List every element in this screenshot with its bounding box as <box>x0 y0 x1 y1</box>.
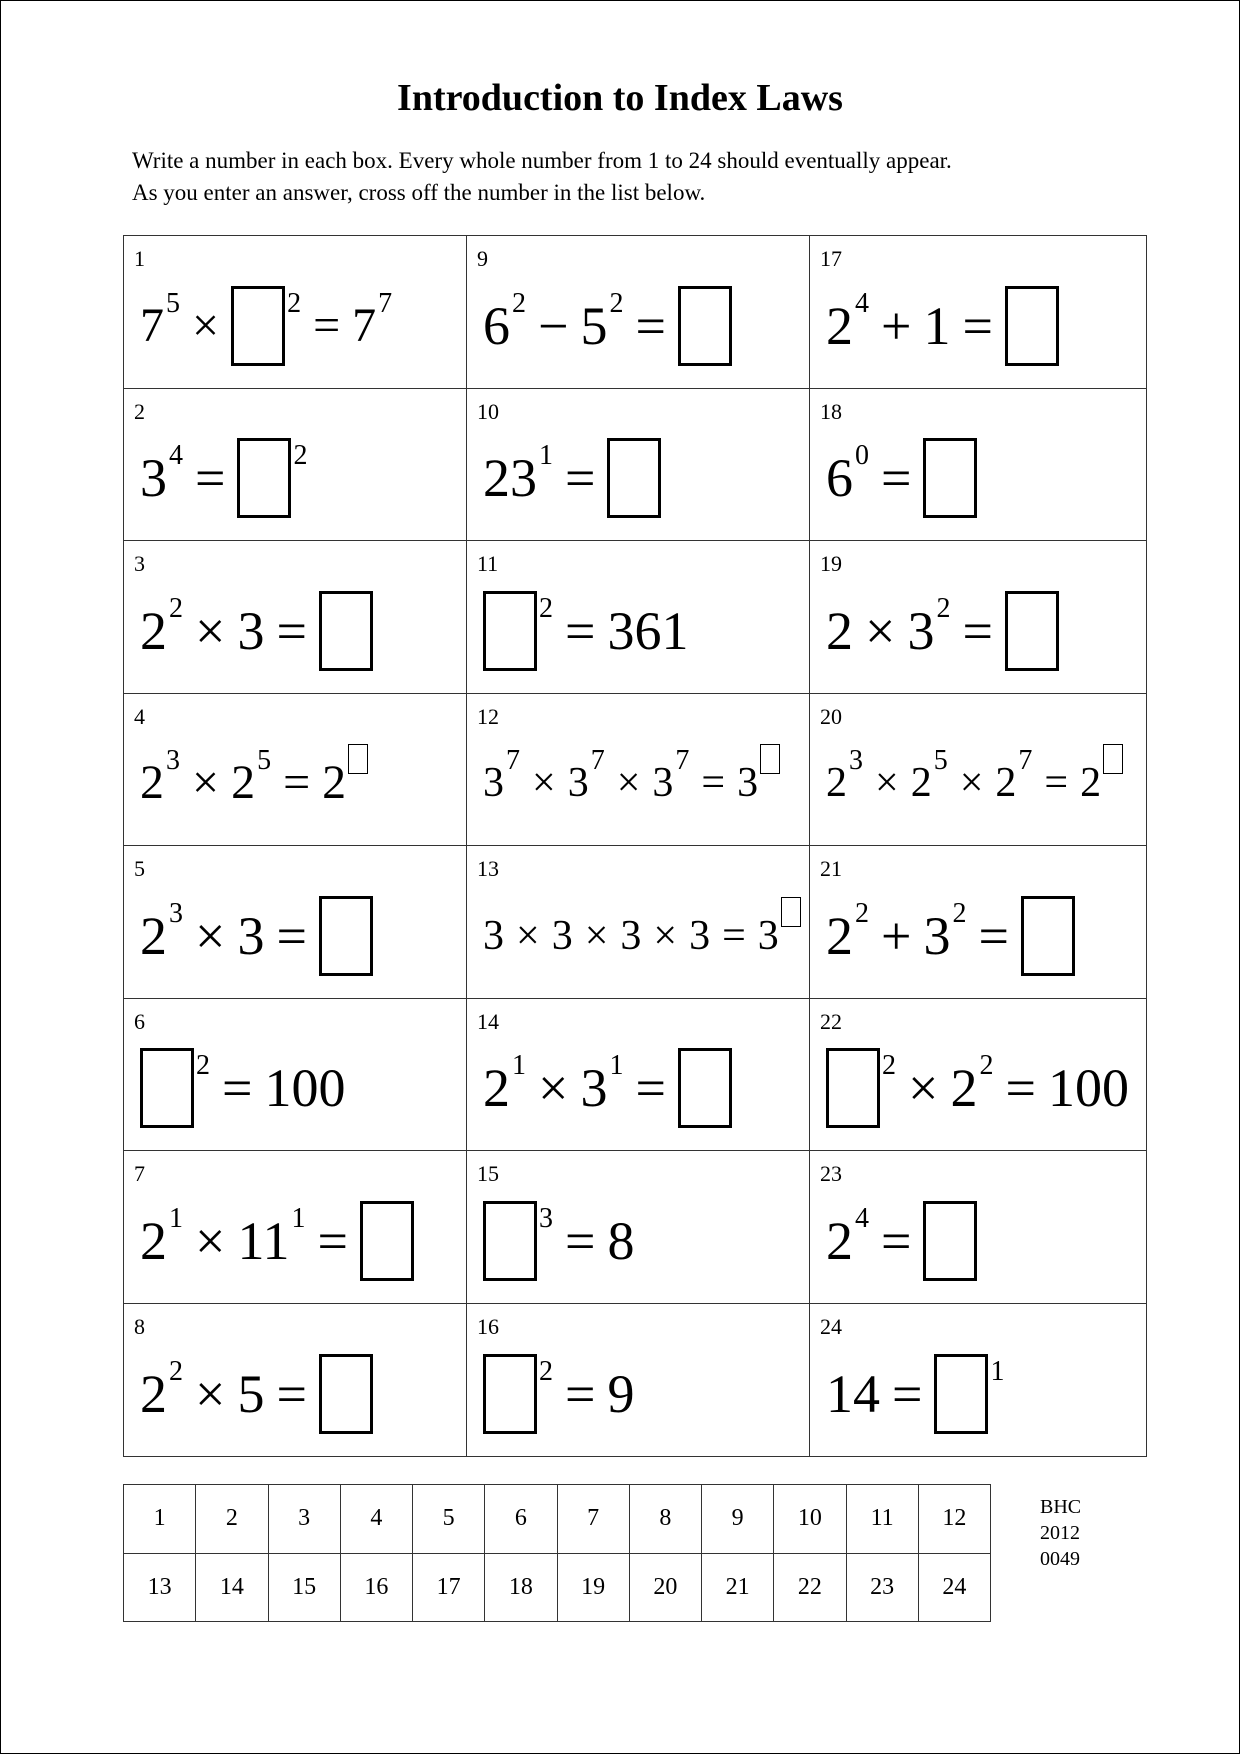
term: 3 <box>483 912 504 959</box>
exponent: 3 <box>539 1202 553 1234</box>
operator: × <box>865 600 896 661</box>
equation <box>140 579 460 683</box>
term: 3 <box>483 760 504 807</box>
answer-box[interactable] <box>140 1048 194 1128</box>
term: 2 <box>231 756 256 810</box>
term: 2 <box>140 600 167 661</box>
exponent: 0 <box>855 440 869 472</box>
term: 6 <box>826 448 853 509</box>
tracker-number[interactable]: 22 <box>774 1553 846 1622</box>
term: 361 <box>607 600 689 661</box>
instruction-line-2: As you enter an answer, cross off the number in the list below. <box>132 180 706 205</box>
equation <box>826 274 1140 378</box>
operator: = <box>276 1363 307 1424</box>
problem-grid <box>123 235 1147 1457</box>
exponent: 7 <box>675 745 690 777</box>
term: 100 <box>1047 1058 1129 1119</box>
operator: = <box>565 1210 596 1271</box>
operator: × <box>532 760 556 807</box>
term: 2 <box>826 760 847 807</box>
answer-box[interactable] <box>319 1354 373 1434</box>
problem-number: 1 <box>134 246 145 271</box>
equation <box>483 884 803 988</box>
problem-number: 19 <box>820 551 842 576</box>
problem-number: 5 <box>134 856 145 881</box>
term: 2 <box>910 760 932 807</box>
exponent-answer-box[interactable] <box>781 897 801 927</box>
operator: = <box>881 1210 912 1271</box>
operator: = <box>565 600 596 661</box>
answer-box[interactable] <box>319 591 373 671</box>
problem-number: 11 <box>477 551 499 576</box>
problem-cell <box>124 389 467 542</box>
term: 14 <box>826 1363 880 1424</box>
term: 3 <box>907 600 935 661</box>
term: 3 <box>737 760 759 807</box>
operator: = <box>635 1058 666 1119</box>
problem-number: 20 <box>820 703 842 729</box>
problem-number: 3 <box>134 551 145 576</box>
equation <box>483 1037 803 1141</box>
answer-box[interactable] <box>483 1201 537 1281</box>
problem-number: 10 <box>477 398 499 424</box>
problem-number: 2 <box>134 398 145 424</box>
exponent: 4 <box>169 440 183 472</box>
tracker-row <box>124 1553 991 1622</box>
problem-cell <box>124 694 467 847</box>
tracker-number[interactable]: 3 <box>268 1485 340 1554</box>
equation <box>826 732 1140 836</box>
term: 2 <box>140 905 167 966</box>
tracker-number[interactable]: 4 <box>340 1485 412 1554</box>
problem-cell <box>467 999 810 1152</box>
tracker-number[interactable]: 9 <box>702 1485 774 1554</box>
equation <box>140 274 460 378</box>
exponent: 3 <box>849 745 863 777</box>
answer-box[interactable] <box>934 1354 988 1434</box>
exponent: 5 <box>933 745 948 777</box>
term: 7 <box>140 298 164 352</box>
answer-box[interactable] <box>678 1048 732 1128</box>
operator: × <box>195 1210 226 1271</box>
problem-cell <box>467 1151 810 1304</box>
instruction-line-1: Write a number in each box. Every whole number from 1 to 24 should eventually appear. <box>132 148 952 173</box>
equation <box>483 1189 803 1293</box>
exponent: 1 <box>990 1355 1005 1387</box>
answer-box[interactable] <box>319 896 373 976</box>
exponent: 2 <box>539 1355 553 1387</box>
operator: = <box>317 1210 348 1271</box>
term: 2 <box>1080 760 1102 807</box>
term: 2 <box>995 760 1017 807</box>
operator: = <box>962 600 993 661</box>
problem-number: 8 <box>134 1313 145 1339</box>
equation <box>826 1037 1140 1141</box>
code-line-2: 2012 <box>1040 1522 1080 1544</box>
problem-cell <box>124 236 467 389</box>
equation <box>826 579 1140 683</box>
code-line-3: 0049 <box>1040 1548 1080 1570</box>
exponent: 2 <box>293 440 308 472</box>
equation <box>826 1342 1140 1447</box>
problem-cell <box>810 846 1146 999</box>
operator: × <box>616 760 641 807</box>
exponent: 7 <box>1018 745 1033 777</box>
equation <box>140 1037 460 1141</box>
problem-number: 24 <box>820 1313 842 1339</box>
tracker-number[interactable]: 23 <box>846 1553 918 1622</box>
answer-box[interactable] <box>1005 591 1059 671</box>
equation <box>826 427 1140 531</box>
problem-cell <box>810 1151 1146 1304</box>
operator: = <box>892 1363 923 1424</box>
term: 2 <box>826 1210 853 1271</box>
problem-cell <box>124 999 467 1152</box>
exponent: 7 <box>590 745 605 777</box>
term: 3 <box>237 600 265 661</box>
problem-number: 12 <box>477 703 499 729</box>
problem-cell <box>467 694 810 847</box>
exponent: 4 <box>855 287 869 319</box>
term: 3 <box>757 912 779 959</box>
problem-number: 21 <box>820 856 842 881</box>
exponent: 2 <box>169 592 183 624</box>
exponent: 2 <box>936 592 951 624</box>
number-tracker-table <box>123 1484 991 1622</box>
exponent: 2 <box>512 287 526 319</box>
answer-box[interactable] <box>483 591 537 671</box>
exponent: 2 <box>979 1050 994 1082</box>
tracker-number[interactable]: 17 <box>413 1553 485 1622</box>
term: 2 <box>140 1210 167 1271</box>
term: 3 <box>567 760 589 807</box>
operator: × <box>875 760 899 807</box>
equation <box>483 732 803 836</box>
operator: = <box>565 448 596 509</box>
equation <box>140 1189 460 1293</box>
tracker-number[interactable]: 24 <box>918 1553 990 1622</box>
problem-cell <box>467 236 810 389</box>
equation <box>483 274 803 378</box>
exponent-answer-box[interactable] <box>1103 744 1123 774</box>
problem-cell <box>124 1304 467 1457</box>
operator: × <box>516 912 540 959</box>
problem-number: 18 <box>820 398 842 424</box>
equation <box>140 427 460 531</box>
operator: × <box>195 905 226 966</box>
tracker-number[interactable]: 15 <box>268 1553 340 1622</box>
problem-number: 9 <box>477 246 488 271</box>
term: 7 <box>352 298 377 352</box>
tracker-number[interactable]: 13 <box>124 1553 196 1622</box>
equation <box>826 1189 1140 1293</box>
term: 3 <box>140 448 167 509</box>
operator: × <box>192 298 220 352</box>
exponent: 1 <box>291 1202 306 1234</box>
code-line-1: BHC <box>1040 1496 1082 1518</box>
operator: = <box>195 448 226 509</box>
answer-box[interactable] <box>231 286 285 366</box>
exponent: 1 <box>609 1050 624 1082</box>
operator: + <box>881 905 912 966</box>
problem-cell <box>810 1304 1146 1457</box>
answer-box[interactable] <box>1021 896 1075 976</box>
exponent: 3 <box>166 745 180 777</box>
operator: × <box>195 1363 226 1424</box>
exponent: 2 <box>882 1050 896 1082</box>
term: 2 <box>826 600 853 661</box>
problem-cell <box>810 541 1146 694</box>
tracker-number[interactable]: 20 <box>629 1553 701 1622</box>
operator: × <box>959 760 984 807</box>
term: 3 <box>580 1058 608 1119</box>
operator: = <box>1005 1058 1036 1119</box>
tracker-number[interactable]: 21 <box>702 1553 774 1622</box>
problem-cell <box>124 846 467 999</box>
exponent: 2 <box>609 287 624 319</box>
exponent: 1 <box>539 440 553 472</box>
tracker-number[interactable]: 19 <box>557 1553 629 1622</box>
operator: × <box>195 600 226 661</box>
term: 5 <box>580 295 608 356</box>
term: 2 <box>140 1363 167 1424</box>
operator: = <box>565 1363 596 1424</box>
tracker-number[interactable]: 14 <box>196 1553 268 1622</box>
problem-cell <box>810 694 1146 847</box>
exponent: 5 <box>257 745 272 777</box>
operator: = <box>222 1058 253 1119</box>
term: 3 <box>689 912 711 959</box>
equation <box>483 1342 803 1447</box>
problem-number: 13 <box>477 856 499 881</box>
equation <box>140 1342 460 1447</box>
tracker-number[interactable]: 11 <box>846 1485 918 1554</box>
exponent: 1 <box>512 1050 526 1082</box>
problem-number: 23 <box>820 1161 842 1186</box>
term: 3 <box>923 905 951 966</box>
term: 23 <box>483 448 537 509</box>
tracker-number[interactable]: 8 <box>629 1485 701 1554</box>
tracker-number[interactable]: 2 <box>196 1485 268 1554</box>
problem-cell <box>810 999 1146 1152</box>
exponent: 3 <box>169 897 183 929</box>
answer-box[interactable] <box>607 438 661 518</box>
operator: = <box>1044 760 1069 807</box>
term: 3 <box>620 912 642 959</box>
problem-number: 7 <box>134 1161 145 1186</box>
answer-box[interactable] <box>360 1201 414 1281</box>
problem-cell <box>124 541 467 694</box>
problem-number: 22 <box>820 1008 842 1034</box>
term: 3 <box>237 905 265 966</box>
operator: × <box>538 1058 569 1119</box>
equation <box>483 579 803 683</box>
problem-cell <box>467 389 810 542</box>
term: 3 <box>551 912 573 959</box>
operator: = <box>722 912 746 959</box>
problem-cell <box>467 541 810 694</box>
problem-cell <box>467 1304 810 1457</box>
operator: × <box>653 912 678 959</box>
tracker-row <box>124 1485 991 1554</box>
term: 6 <box>483 295 510 356</box>
term: 9 <box>607 1363 635 1424</box>
answer-box[interactable] <box>826 1048 880 1128</box>
problem-number: 14 <box>477 1008 499 1034</box>
problem-number: 15 <box>477 1161 499 1186</box>
operator: × <box>192 756 220 810</box>
operator: + <box>881 295 912 356</box>
exponent-answer-box[interactable] <box>348 744 368 774</box>
problem-number: 17 <box>820 246 842 271</box>
exponent: 2 <box>855 897 869 929</box>
tracker-number[interactable]: 16 <box>340 1553 412 1622</box>
operator: = <box>276 600 307 661</box>
term: 2 <box>483 1058 510 1119</box>
problem-number: 6 <box>134 1008 145 1034</box>
exponent: 7 <box>506 745 520 777</box>
answer-box[interactable] <box>237 438 291 518</box>
term: 2 <box>950 1058 978 1119</box>
problem-cell <box>124 1151 467 1304</box>
operator: = <box>701 760 726 807</box>
term: 11 <box>237 1210 290 1271</box>
term: 100 <box>264 1058 346 1119</box>
answer-box[interactable] <box>923 1201 977 1281</box>
answer-box[interactable] <box>483 1354 537 1434</box>
equation <box>826 884 1140 988</box>
answer-box[interactable] <box>1005 286 1059 366</box>
operator: = <box>978 905 1009 966</box>
operator: = <box>635 295 666 356</box>
problem-number: 16 <box>477 1313 499 1339</box>
term: 2 <box>322 756 347 810</box>
tracker-number[interactable]: 10 <box>774 1485 846 1554</box>
operator: = <box>881 448 912 509</box>
operator: = <box>962 295 993 356</box>
page-title: Introduction to Index Laws <box>397 77 843 119</box>
exponent: 4 <box>855 1202 869 1234</box>
problem-cell <box>810 236 1146 389</box>
term: 1 <box>923 295 951 356</box>
exponent: 7 <box>378 287 393 319</box>
answer-box[interactable] <box>678 286 732 366</box>
problem-number: 4 <box>134 703 145 729</box>
term: 5 <box>237 1363 265 1424</box>
operator: × <box>584 912 609 959</box>
problem-cell <box>810 389 1146 542</box>
operator: = <box>283 756 311 810</box>
operator: = <box>276 905 307 966</box>
exponent: 2 <box>169 1355 183 1387</box>
tracker-number[interactable]: 7 <box>557 1485 629 1554</box>
equation <box>483 427 803 531</box>
tracker-number[interactable]: 12 <box>918 1485 990 1554</box>
exponent: 2 <box>952 897 967 929</box>
exponent: 5 <box>166 287 180 319</box>
tracker-number[interactable]: 6 <box>485 1485 557 1554</box>
term: 3 <box>652 760 674 807</box>
term: 8 <box>607 1210 635 1271</box>
exponent: 2 <box>196 1050 210 1082</box>
exponent-answer-box[interactable] <box>760 744 780 774</box>
term: 2 <box>826 295 853 356</box>
exponent: 2 <box>539 592 553 624</box>
term: 2 <box>140 756 164 810</box>
equation <box>140 884 460 988</box>
operator: − <box>538 295 569 356</box>
exponent: 2 <box>287 287 302 319</box>
tracker-number[interactable]: 1 <box>124 1485 196 1554</box>
problem-cell <box>467 846 810 999</box>
exponent: 1 <box>169 1202 183 1234</box>
answer-box[interactable] <box>923 438 977 518</box>
tracker-number[interactable]: 18 <box>485 1553 557 1622</box>
term: 2 <box>826 905 853 966</box>
operator: × <box>908 1058 939 1119</box>
operator: = <box>313 298 341 352</box>
tracker-number[interactable]: 5 <box>413 1485 485 1554</box>
equation <box>140 732 460 836</box>
